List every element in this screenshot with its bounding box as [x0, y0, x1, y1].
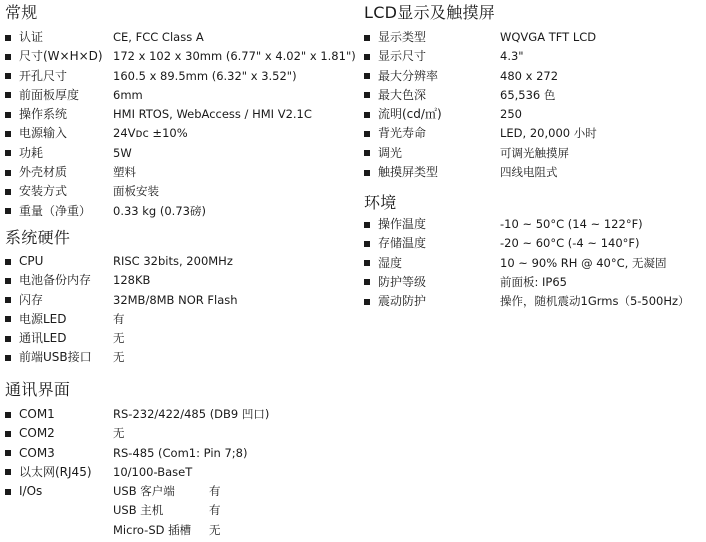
bullet-icon [5, 131, 11, 137]
env-rows [364, 215, 704, 311]
spec-row-cutout [5, 67, 355, 86]
spec-row-os [5, 105, 355, 124]
spec-label: 显示尺寸 [378, 49, 427, 64]
spec-value: 24Vᴅᴄ ±10% [113, 126, 188, 141]
spec-value: RISC 32bits, 200MHz [113, 254, 233, 268]
io-value: 有 [209, 484, 221, 499]
spec-row-display-type [364, 28, 704, 47]
spec-row-humidity [364, 254, 704, 273]
bullet-icon [364, 260, 370, 266]
bullet-icon [5, 278, 11, 284]
bullet-icon [5, 431, 11, 437]
spec-value: 10/100-BaseT [113, 464, 193, 479]
spec-label: 功耗 [19, 145, 44, 160]
spec-label: 存储温度 [378, 236, 427, 251]
spec-label: 尺寸(W×H×D) [19, 49, 103, 64]
io-name: USB 主机 [113, 503, 164, 518]
spec-value: 10 ~ 90% RH @ 40°C, 无凝固 [500, 255, 667, 270]
spec-row-battery-memory [5, 271, 355, 290]
hardware-section [5, 228, 355, 368]
bullet-icon [5, 150, 11, 156]
spec-row-certification [5, 28, 355, 47]
io-name: Micro-SD 插槽 [113, 522, 192, 537]
spec-value: 前面板: IP65 [500, 274, 567, 289]
section-title-comm: 通讯界面 [5, 380, 71, 399]
section-title-lcd: LCD显示及触摸屏 [364, 3, 496, 22]
bullet-icon [364, 279, 370, 285]
spec-row-operating-temp [364, 215, 704, 234]
hardware-rows [5, 252, 355, 368]
spec-value: 250 [500, 107, 522, 122]
spec-row-color-depth [364, 86, 704, 105]
bullet-icon [5, 73, 11, 79]
comm-rows [5, 405, 355, 540]
spec-row-storage-temp [364, 234, 704, 253]
spec-value: RS-485 (Com1: Pin 7;8) [113, 445, 248, 460]
spec-row-dimensions [5, 47, 355, 66]
spec-label: 电源LED [19, 311, 67, 326]
bullet-icon [364, 131, 370, 137]
bullet-icon [364, 112, 370, 118]
spec-label: 最大分辨率 [378, 68, 439, 83]
spec-label: 电池备份内存 [19, 273, 92, 288]
bullet-icon [5, 297, 11, 303]
spec-row-cpu [5, 252, 355, 271]
spec-row-vibration [364, 292, 704, 311]
spec-row-luminance [364, 105, 704, 124]
env-section [364, 193, 704, 311]
spec-label: 重量（净重） [19, 203, 92, 218]
spec-row-flash [5, 291, 355, 310]
spec-row-dimming [364, 144, 704, 163]
spec-label: COM1 [19, 407, 55, 421]
spec-row-comm-led [5, 329, 355, 348]
spec-value: 160.5 x 89.5mm (6.32" x 3.52") [113, 68, 297, 83]
general-section [5, 3, 355, 221]
bullet-icon [5, 355, 11, 361]
spec-value: CE, FCC Class A [113, 30, 204, 44]
io-value: 有 [209, 503, 221, 518]
spec-row-display-size [364, 47, 704, 66]
spec-value: -10 ~ 50°C (14 ~ 122°F) [500, 217, 643, 231]
spec-value: 无 [113, 331, 125, 346]
spec-value: 128KB [113, 273, 151, 288]
spec-label: 安装方式 [19, 184, 68, 199]
spec-row-protection [364, 273, 704, 292]
bullet-icon [5, 189, 11, 195]
spec-row-ethernet [5, 463, 355, 482]
section-title-env: 环境 [364, 193, 397, 212]
spec-row-power-consumption [5, 144, 355, 163]
spec-label: 认证 [19, 30, 44, 44]
spec-value: -20 ~ 60°C (-4 ~ 140°F) [500, 236, 640, 251]
spec-label: 通讯LED [19, 331, 67, 346]
spec-value: 65,536 色 [500, 87, 556, 102]
lcd-section [364, 3, 704, 182]
spec-label: 触摸屏类型 [378, 165, 439, 180]
comm-section [5, 380, 355, 540]
spec-value: 可调光触摸屏 [500, 145, 569, 160]
spec-label: 前面板厚度 [19, 87, 80, 102]
io-value: 无 [209, 522, 221, 537]
bullet-icon [5, 54, 11, 60]
spec-value: 0.33 kg (0.73磅) [113, 203, 206, 218]
spec-label: 显示类型 [378, 30, 427, 44]
bullet-icon [5, 35, 11, 41]
bullet-icon [364, 54, 370, 60]
spec-row-touch-type [364, 163, 704, 182]
general-rows [5, 28, 355, 221]
bullet-icon [5, 489, 11, 495]
spec-label: 震动防护 [378, 294, 427, 309]
spec-row-enclosure [5, 163, 355, 182]
io-name: USB 客户端 [113, 484, 175, 499]
spec-label: 操作系统 [19, 107, 68, 122]
bullet-icon [364, 35, 370, 41]
spec-label: 调光 [378, 145, 403, 160]
spec-row-panel-thickness [5, 86, 355, 105]
bullet-icon [364, 299, 370, 305]
spec-value: 四线电阻式 [500, 165, 558, 180]
bullet-icon [5, 336, 11, 342]
spec-value: 无 [113, 426, 125, 441]
bullet-icon [5, 112, 11, 118]
spec-value: 无 [113, 350, 125, 365]
spec-row-io-microsd [5, 521, 355, 540]
spec-label: 最大色深 [378, 87, 427, 102]
spec-value: 操作，随机震动1Grms（5-500Hz） [500, 294, 690, 309]
spec-value: 4.3" [500, 49, 524, 64]
spec-label: CPU [19, 254, 44, 268]
spec-row-io-usb-host [5, 501, 355, 520]
bullet-icon [5, 469, 11, 475]
spec-label: 防护等级 [378, 274, 427, 289]
spec-row-ios [5, 482, 355, 501]
bullet-icon [5, 412, 11, 418]
spec-value: 有 [113, 311, 125, 326]
bullet-icon [364, 170, 370, 176]
bullet-icon [364, 73, 370, 79]
bullet-icon [5, 92, 11, 98]
spec-value: WQVGA TFT LCD [500, 30, 597, 44]
bullet-icon [364, 241, 370, 247]
bullet-icon [5, 208, 11, 214]
spec-row-com1 [5, 405, 355, 424]
spec-label: 开孔尺寸 [19, 68, 68, 83]
section-title-hardware: 系统硬件 [5, 228, 71, 247]
spec-label: COM3 [19, 445, 55, 460]
spec-label: 以太网(RJ45) [19, 464, 92, 479]
spec-label: 闪存 [19, 292, 44, 307]
spec-row-power-led [5, 310, 355, 329]
spec-value: LED, 20,000 小时 [500, 126, 597, 141]
spec-value: 面板安装 [113, 184, 159, 199]
spec-row-backlight-life [364, 124, 704, 143]
spec-value: RS-232/422/485 (DB9 凹口) [113, 407, 270, 421]
bullet-icon [5, 259, 11, 265]
spec-label: 湿度 [378, 255, 403, 270]
spec-value: 172 x 102 x 30mm (6.77" x 4.02" x 1.81") [113, 49, 356, 64]
bullet-icon [5, 170, 11, 176]
spec-label: COM2 [19, 426, 55, 441]
spec-label: 电源输入 [19, 126, 68, 141]
spec-label: 前端USB接口 [19, 350, 92, 365]
spec-row-mounting [5, 182, 355, 201]
spec-value: 5W [113, 145, 132, 160]
spec-label: 操作温度 [378, 217, 427, 231]
spec-label: I/Os [19, 484, 43, 499]
spec-row-com3 [5, 444, 355, 463]
spec-value: HMI RTOS, WebAccess / HMI V2.1C [113, 107, 312, 122]
bullet-icon [364, 92, 370, 98]
bullet-icon [5, 450, 11, 456]
spec-row-weight [5, 202, 355, 221]
spec-label: 流明(cd/㎡) [378, 107, 442, 122]
spec-value: 32MB/8MB NOR Flash [113, 292, 238, 307]
spec-value: 6mm [113, 87, 143, 102]
spec-row-max-resolution [364, 67, 704, 86]
spec-row-power-input [5, 124, 355, 143]
bullet-icon [364, 222, 370, 228]
bullet-icon [5, 316, 11, 322]
section-title-general: 常规 [5, 3, 38, 22]
spec-label: 背光寿命 [378, 126, 427, 141]
lcd-rows [364, 28, 704, 182]
spec-value: 480 x 272 [500, 68, 559, 83]
bullet-icon [364, 150, 370, 156]
spec-value: 塑料 [113, 165, 136, 180]
spec-label: 外壳材质 [19, 165, 68, 180]
spec-row-front-usb [5, 348, 355, 367]
spec-row-com2 [5, 424, 355, 443]
